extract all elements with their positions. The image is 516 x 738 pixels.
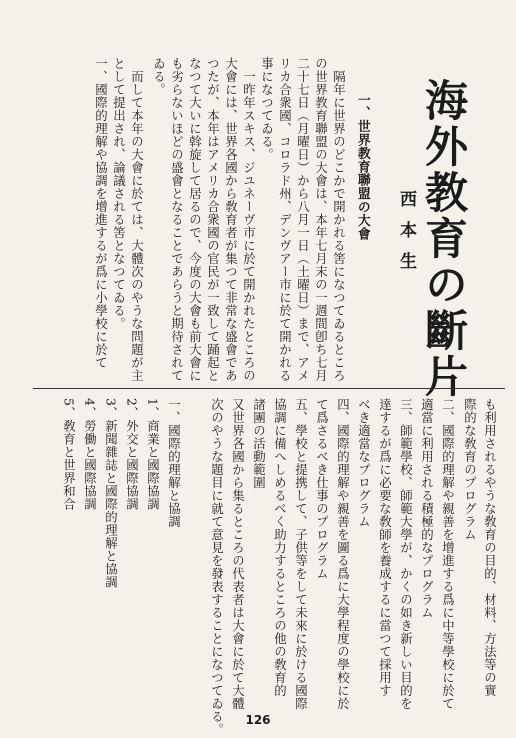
text-column: 一、國際的理解や協調を增進するが爲に小學校に於て (93, 57, 109, 369)
text-column: 適當に利用される積極的なプログラム (419, 398, 435, 619)
text-column: 達するが爲に必要な敎師を養成するに當つて採用す (377, 398, 393, 697)
text-column: 1、商業と國際協調 (145, 398, 161, 511)
text-column: 5、敎育と世界和合 (61, 398, 77, 511)
text-column: の世界教育聯盟の大會は、本年七月末の一週間卽ち七月 (313, 57, 329, 382)
text-column: ゐる。 (151, 57, 167, 96)
text-column: 四、國際的理解や親善を圖る爲に大學程度の學校に於 (335, 398, 351, 710)
text-column: 事になつてゐる。 (259, 57, 275, 161)
text-column: 際的な敎育のプログラム (462, 398, 478, 541)
text-column: 二、國際的理解や親善を增進する爲に中等學校に於て (440, 398, 456, 710)
text-column: 一昨年スキス、ジユネーヴ市に於て開かれたところの (241, 70, 257, 382)
text-column: 2、外交と國際協調 (124, 398, 140, 511)
article-title: 海外教育の斷片 (418, 78, 468, 400)
article-author: 西本生 (396, 190, 416, 283)
text-column: 二十七日（月曜日）から八月一日（土曜日）まで、アメ (295, 57, 311, 382)
text-column: 3、新聞雜誌と國際的理解と協調 (103, 398, 119, 589)
text-column: 一、國際的理解と協調 (166, 398, 182, 528)
horizontal-rule (33, 388, 505, 389)
text-column: 三、師範學校、師範大學が、かくの如き新しい目的を (398, 398, 414, 710)
text-column: 次のやうな題目に就て意見を發表することになつてゐる。 (209, 398, 225, 736)
page-number: 126 (245, 713, 271, 727)
text-column: 五、學校と提携して、子供等をして未來に於ける國際 (293, 398, 309, 710)
text-column: 而して本年の大會に於ては、大體次のやうな問題が主 (129, 70, 145, 382)
text-column: として提出され、論議される筈となつてゐる。 (111, 57, 127, 330)
text-column: 大會には、世界各國から敎育者が集つて非常な盛會であ (223, 57, 239, 382)
section-heading: 一、世界教育聯盟の大會 (354, 93, 370, 241)
text-column: 4、勞働と國際協調 (82, 398, 98, 511)
text-column: 又世界各國から集るところの代表者は大會に於て大體 (230, 398, 246, 710)
text-column: 諸團の活動範圍 (251, 398, 267, 489)
text-column: べき適當なプログラム (356, 398, 372, 528)
text-column: て爲さるべき仕事のプログラム (314, 398, 330, 580)
text-column: 隔年に世界のどこかで開かれる筈になつてゐるところ (331, 70, 347, 382)
text-column: なつて大いに斡旋して居るので、今度の大會も前大會に (187, 57, 203, 382)
text-column: も利用されるやうな敎育の目的、材料、方法等の實 (482, 398, 498, 697)
text-column: つたが、本年はアメリカ合衆國の官民が一致して踊起と (205, 57, 221, 382)
text-column: も劣らないほどの盛會となることであらうと期待されて (169, 57, 185, 382)
text-column: 協調に備へしめるべく助力するところの他の敎育的 (272, 398, 288, 697)
text-column: リカ合衆國、コロラド州、デンヴアー市に於て開かれる (277, 57, 293, 382)
